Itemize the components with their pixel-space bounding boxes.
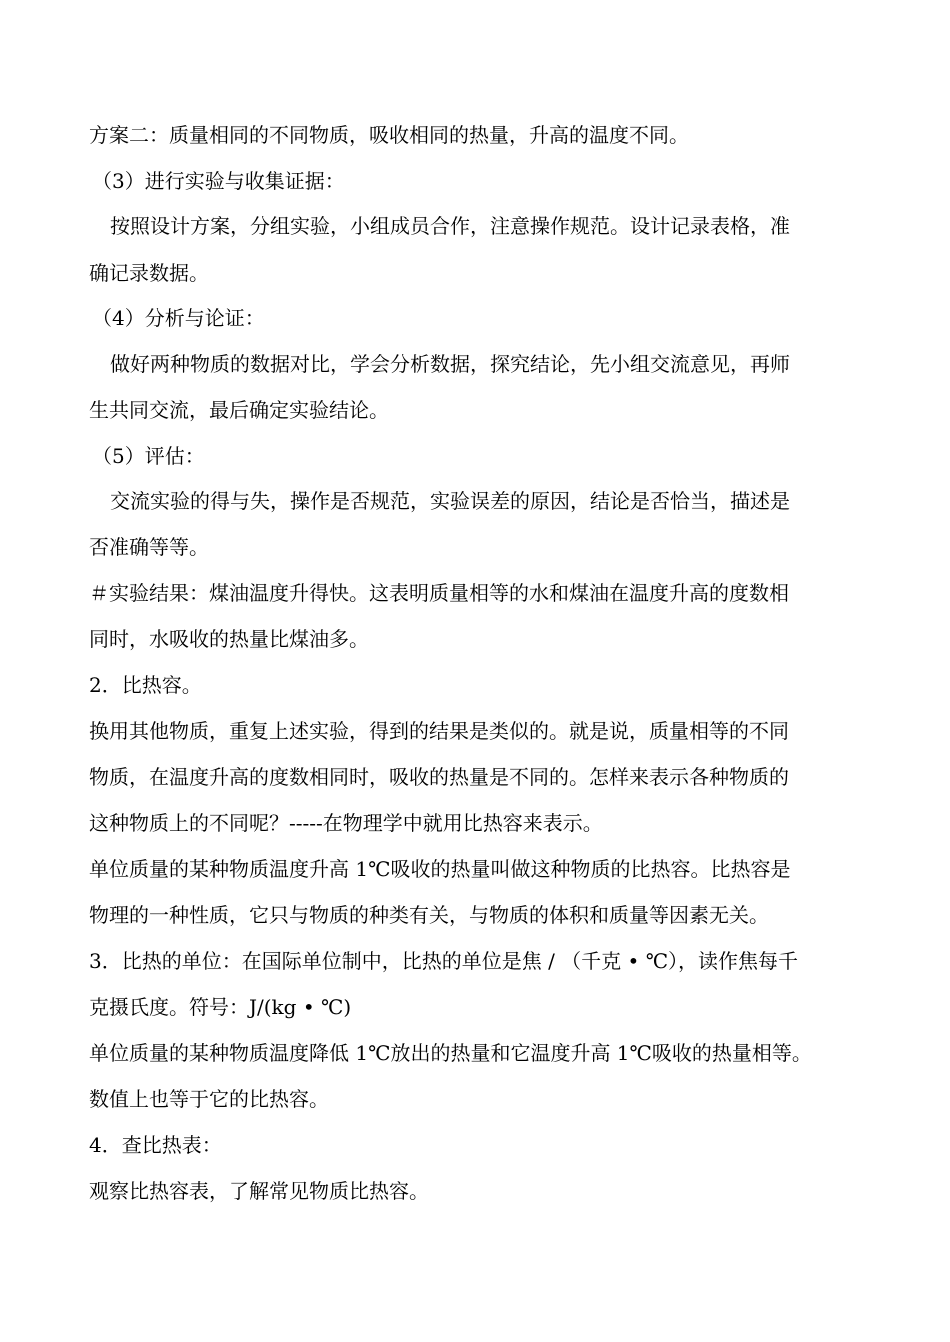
paragraph-line-result: ＃实验结果：煤油温度升得快。这表明质量相等的水和煤油在温度升高的度数相 — [89, 581, 789, 605]
paragraph-line: 否准确等等。 — [89, 535, 209, 559]
section-heading-analysis: （4）分析与论证： — [92, 306, 265, 330]
paragraph-line: 同时，水吸收的热量比煤油多。 — [89, 627, 369, 651]
paragraph-line: 做好两种物质的数据对比，学会分析数据，探究结论，先小组交流意见，再师 — [110, 352, 790, 376]
paragraph-line-definition: 单位质量的某种物质温度升高 1℃吸收的热量叫做这种物质的比热容。比热容是 — [89, 857, 791, 881]
section-heading-specific-heat: 2．比热容。 — [89, 673, 202, 697]
paragraph-line: 克摄氏度。符号：J/(kg • ℃) — [89, 995, 352, 1019]
paragraph-line: 交流实验的得与失，操作是否规范，实验误差的原因，结论是否恰当，描述是 — [110, 489, 790, 513]
paragraph-line-plan-two: 方案二：质量相同的不同物质，吸收相同的热量，升高的温度不同。 — [89, 123, 689, 147]
paragraph-line: 观察比热容表，了解常见物质比热容。 — [89, 1179, 429, 1203]
section-heading-unit: 3．比热的单位：在国际单位制中，比热的单位是焦 / （千克 • ℃），读作焦每千 — [89, 949, 799, 973]
paragraph-line: 数值上也等于它的比热容。 — [89, 1087, 329, 1111]
section-heading-evaluation: （5）评估： — [92, 444, 205, 468]
paragraph-line: 确记录数据。 — [89, 261, 209, 285]
section-heading-table: 4．查比热表： — [89, 1133, 222, 1157]
paragraph-line: 生共同交流，最后确定实验结论。 — [89, 398, 389, 422]
paragraph-line: 这种物质上的不同呢？-----在物理学中就用比热容来表示。 — [89, 811, 603, 835]
paragraph-line: 物理的一种性质，它只与物质的种类有关，与物质的体积和质量等因素无关。 — [89, 903, 769, 927]
paragraph-line: 按照设计方案，分组实验，小组成员合作，注意操作规范。设计记录表格，准 — [110, 214, 790, 238]
paragraph-line: 物质，在温度升高的度数相同时，吸收的热量是不同的。怎样来表示各种物质的 — [89, 765, 789, 789]
section-heading-experiment: （3）进行实验与收集证据： — [92, 169, 345, 193]
paragraph-line: 换用其他物质，重复上述实验，得到的结果是类似的。就是说，质量相等的不同 — [89, 719, 789, 743]
paragraph-line: 单位质量的某种物质温度降低 1℃放出的热量和它温度升高 1℃吸收的热量相等。 — [89, 1041, 812, 1065]
